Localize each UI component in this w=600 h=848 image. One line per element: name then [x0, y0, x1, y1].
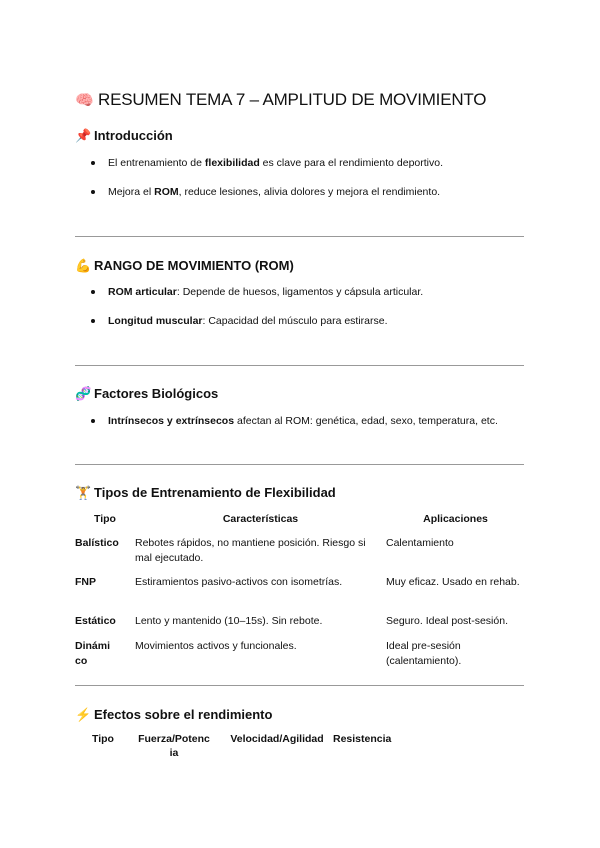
column-header: Velocidad/Agilidad — [230, 733, 324, 745]
column-header: Tipo — [92, 733, 114, 745]
table-cell: Lento y mantenido (10–15s). Sin rebote. — [135, 615, 323, 627]
item-text: : Depende de huesos, ligamentos y cápsula articular. — [176, 286, 424, 298]
item-bold: flexibilidad — [204, 157, 260, 169]
item-bold: ROM — [154, 186, 179, 198]
lightning-icon: ⚡ — [75, 707, 92, 722]
pushpin-icon: 📌 — [75, 128, 92, 143]
page-title — [75, 90, 486, 110]
table-cell: Ideal pre-sesión (calentamiento). — [386, 640, 462, 667]
table-cell: Seguro. Ideal post-sesión. — [386, 615, 508, 627]
page-title-text: RESUMEN TEMA 7 – AMPLITUD DE MOVIMIENTO — [98, 90, 487, 109]
item-bold: ROM articular — [108, 286, 177, 298]
tipos-heading — [75, 485, 336, 501]
table-cell: Movimientos activos y funcionales. — [135, 640, 297, 652]
item-text: afectan al ROM: genética, edad, sexo, temperatura, etc. — [234, 415, 498, 427]
divider — [75, 236, 524, 237]
rom-list — [75, 285, 525, 328]
list-item — [75, 285, 525, 299]
table-row — [75, 575, 525, 614]
efectos-table — [75, 732, 413, 760]
tipos-table — [75, 512, 525, 673]
divider — [75, 464, 524, 465]
table-cell: Muy eficaz. Usado en rehab. — [386, 576, 520, 588]
divider — [75, 685, 524, 686]
rom-heading-text: RANGO DE MOVIMIENTO (ROM) — [94, 258, 294, 273]
table-cell: Estiramientos pasivo-activos con isometrías. — [135, 576, 343, 588]
item-bold: Intrínsecos y extrínsecos — [108, 415, 235, 427]
table-header-row — [75, 512, 525, 536]
table-row — [75, 536, 525, 575]
column-header: Aplicaciones — [423, 513, 488, 525]
intro-heading-text: Introducción — [94, 128, 173, 143]
column-header: Resistencia — [333, 733, 392, 745]
table-cell: Dinámico — [75, 640, 111, 667]
flexed-biceps-icon: 💪 — [75, 258, 92, 273]
column-header: Fuerza/Potencia — [138, 733, 210, 759]
factores-heading-text: Factores Biológicos — [94, 386, 219, 401]
item-text: Mejora el — [108, 186, 155, 198]
rom-heading — [75, 258, 294, 274]
brain-icon: 🧠 — [75, 92, 94, 109]
table-header-row — [75, 732, 413, 760]
column-header: Tipo — [94, 513, 116, 525]
item-text: , reduce lesiones, alivia dolores y mejora el rendimiento. — [178, 186, 441, 198]
item-text: es clave para el rendimiento deportivo. — [259, 157, 444, 169]
tipos-heading-text: Tipos de Entrenamiento de Flexibilidad — [94, 485, 336, 500]
table-cell: Rebotes rápidos, no mantiene posición. Riesgo si mal ejecutado. — [135, 537, 366, 564]
item-text: : Capacidad del músculo para estirarse. — [202, 315, 388, 327]
column-header: Características — [222, 513, 299, 525]
list-item — [75, 185, 525, 199]
table-row — [75, 639, 525, 673]
intro-list — [75, 156, 525, 199]
list-item — [75, 156, 525, 170]
efectos-heading-text: Efectos sobre el rendimiento — [94, 707, 273, 722]
table-row — [75, 614, 525, 639]
list-item — [75, 314, 525, 328]
efectos-heading — [75, 707, 272, 723]
weightlifter-icon: 🏋 — [75, 485, 92, 500]
dna-icon: 🧬 — [75, 386, 92, 401]
table-cell: Estático — [75, 615, 116, 627]
list-item — [75, 414, 525, 428]
table-cell: Balístico — [75, 537, 119, 549]
item-text: El entrenamiento de — [108, 157, 205, 169]
factores-list — [75, 414, 525, 428]
table-cell: FNP — [75, 576, 96, 588]
item-bold: Longitud muscular — [108, 315, 203, 327]
table-cell: Calentamiento — [386, 537, 454, 549]
factores-heading — [75, 386, 218, 402]
divider — [75, 365, 524, 366]
intro-heading — [75, 128, 173, 144]
